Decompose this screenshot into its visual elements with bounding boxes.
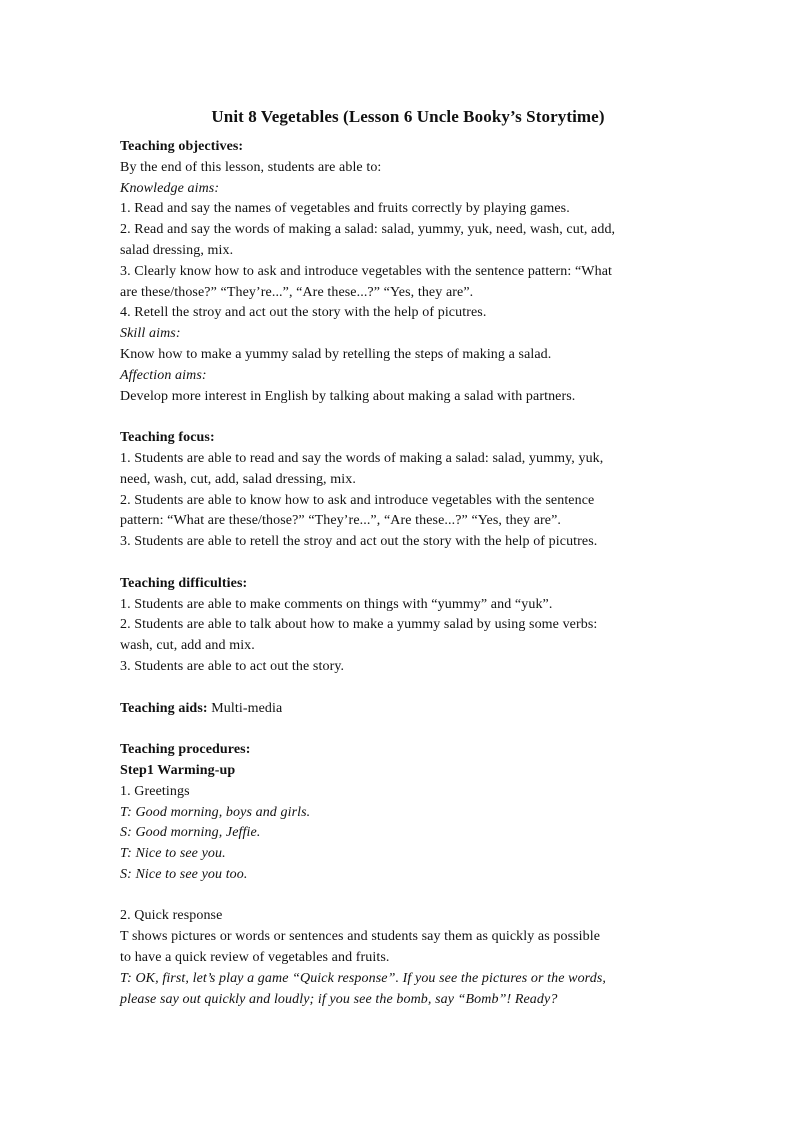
document-page	[120, 106, 690, 1010]
step1-heading: Step1 Warming-up	[120, 762, 236, 778]
procedures-section	[120, 740, 690, 1010]
aids-value: Multi-media	[207, 700, 283, 716]
focus-line: 2. Students are able to know how to ask and introduce vegetables with the sentence	[120, 492, 595, 508]
teaching-aids-line	[120, 699, 690, 720]
quick-response-label: 2. Quick response	[120, 908, 223, 924]
dialogue-line: S: Good morning, Jeffie.	[120, 825, 261, 841]
greetings-label: 1. Greetings	[120, 783, 190, 799]
objectives-heading: Teaching objectives:	[120, 139, 244, 154]
spacer	[120, 407, 690, 428]
objectives-section	[120, 137, 690, 407]
aids-heading: Teaching aids:	[120, 700, 208, 716]
dialogue-line: T: OK, first, let’s play a game “Quick response”. If you see the pictures or the words,	[120, 970, 606, 986]
knowledge-aim-line: 1. Read and say the names of vegetables and fruits correctly by playing games.	[120, 201, 570, 217]
knowledge-aims-heading: Knowledge aims:	[120, 180, 220, 196]
knowledge-aim-line: 2. Read and say the words of making a salad: salad, yummy, yuk, need, wash, cut, add,	[120, 222, 616, 238]
quick-response-line: T shows pictures or words or sentences and students say them as quickly as possible	[120, 929, 601, 945]
difficulty-line: 1. Students are able to make comments on things with “yummy” and “yuk”.	[120, 596, 553, 612]
focus-line: pattern: “What are these/those?” “They’re...”, “Are these...?” “Yes, they are”.	[120, 513, 562, 529]
quick-response-line: to have a quick review of vegetables and fruits.	[120, 950, 390, 966]
spacer	[120, 553, 690, 574]
difficulty-line: wash, cut, add and mix.	[120, 638, 255, 654]
focus-section	[120, 428, 690, 553]
focus-heading: Teaching focus:	[120, 430, 215, 446]
skill-aims-heading: Skill aims:	[120, 326, 181, 342]
affection-aims-heading: Affection aims:	[120, 367, 207, 383]
knowledge-aim-line: 3. Clearly know how to ask and introduce vegetables with the sentence pattern: “What	[120, 263, 613, 279]
spacer	[120, 719, 690, 740]
difficulties-section	[120, 574, 690, 678]
skill-aim-line: Know how to make a yummy salad by retelling the steps of making a salad.	[120, 346, 552, 362]
dialogue-line: T: Nice to see you.	[120, 846, 226, 862]
spacer	[120, 678, 690, 699]
affection-aim-line: Develop more interest in English by talking about making a salad with partners.	[120, 388, 576, 404]
document-title: Unit 8 Vegetables (Lesson 6 Uncle Booky’s Storytime)	[211, 107, 605, 126]
difficulty-line: 2. Students are able to talk about how to make a yummy salad by using some verbs:	[120, 617, 598, 633]
focus-line: 3. Students are able to retell the stroy and act out the story with the help of picutres.	[120, 534, 598, 550]
dialogue-line: please say out quickly and loudly; if you see the bomb, say “Bomb”! Ready?	[120, 991, 558, 1007]
knowledge-aim-line: are these/those?” “They’re...”, “Are these...?” “Yes, they are”.	[120, 284, 474, 300]
focus-line: 1. Students are able to read and say the words of making a salad: salad, yummy, yuk,	[120, 450, 604, 466]
knowledge-aim-line: salad dressing, mix.	[120, 242, 234, 258]
dialogue-line: T: Good morning, boys and girls.	[120, 804, 311, 820]
difficulty-line: 3. Students are able to act out the story.	[120, 658, 345, 674]
dialogue-line: S: Nice to see you too.	[120, 866, 248, 882]
spacer	[120, 886, 690, 907]
focus-line: need, wash, cut, add, salad dressing, mix.	[120, 471, 356, 487]
procedures-heading: Teaching procedures:	[120, 742, 251, 758]
objectives-intro: By the end of this lesson, students are able to:	[120, 159, 382, 175]
knowledge-aim-line: 4. Retell the stroy and act out the story with the help of picutres.	[120, 305, 487, 321]
difficulties-heading: Teaching difficulties:	[120, 575, 248, 591]
